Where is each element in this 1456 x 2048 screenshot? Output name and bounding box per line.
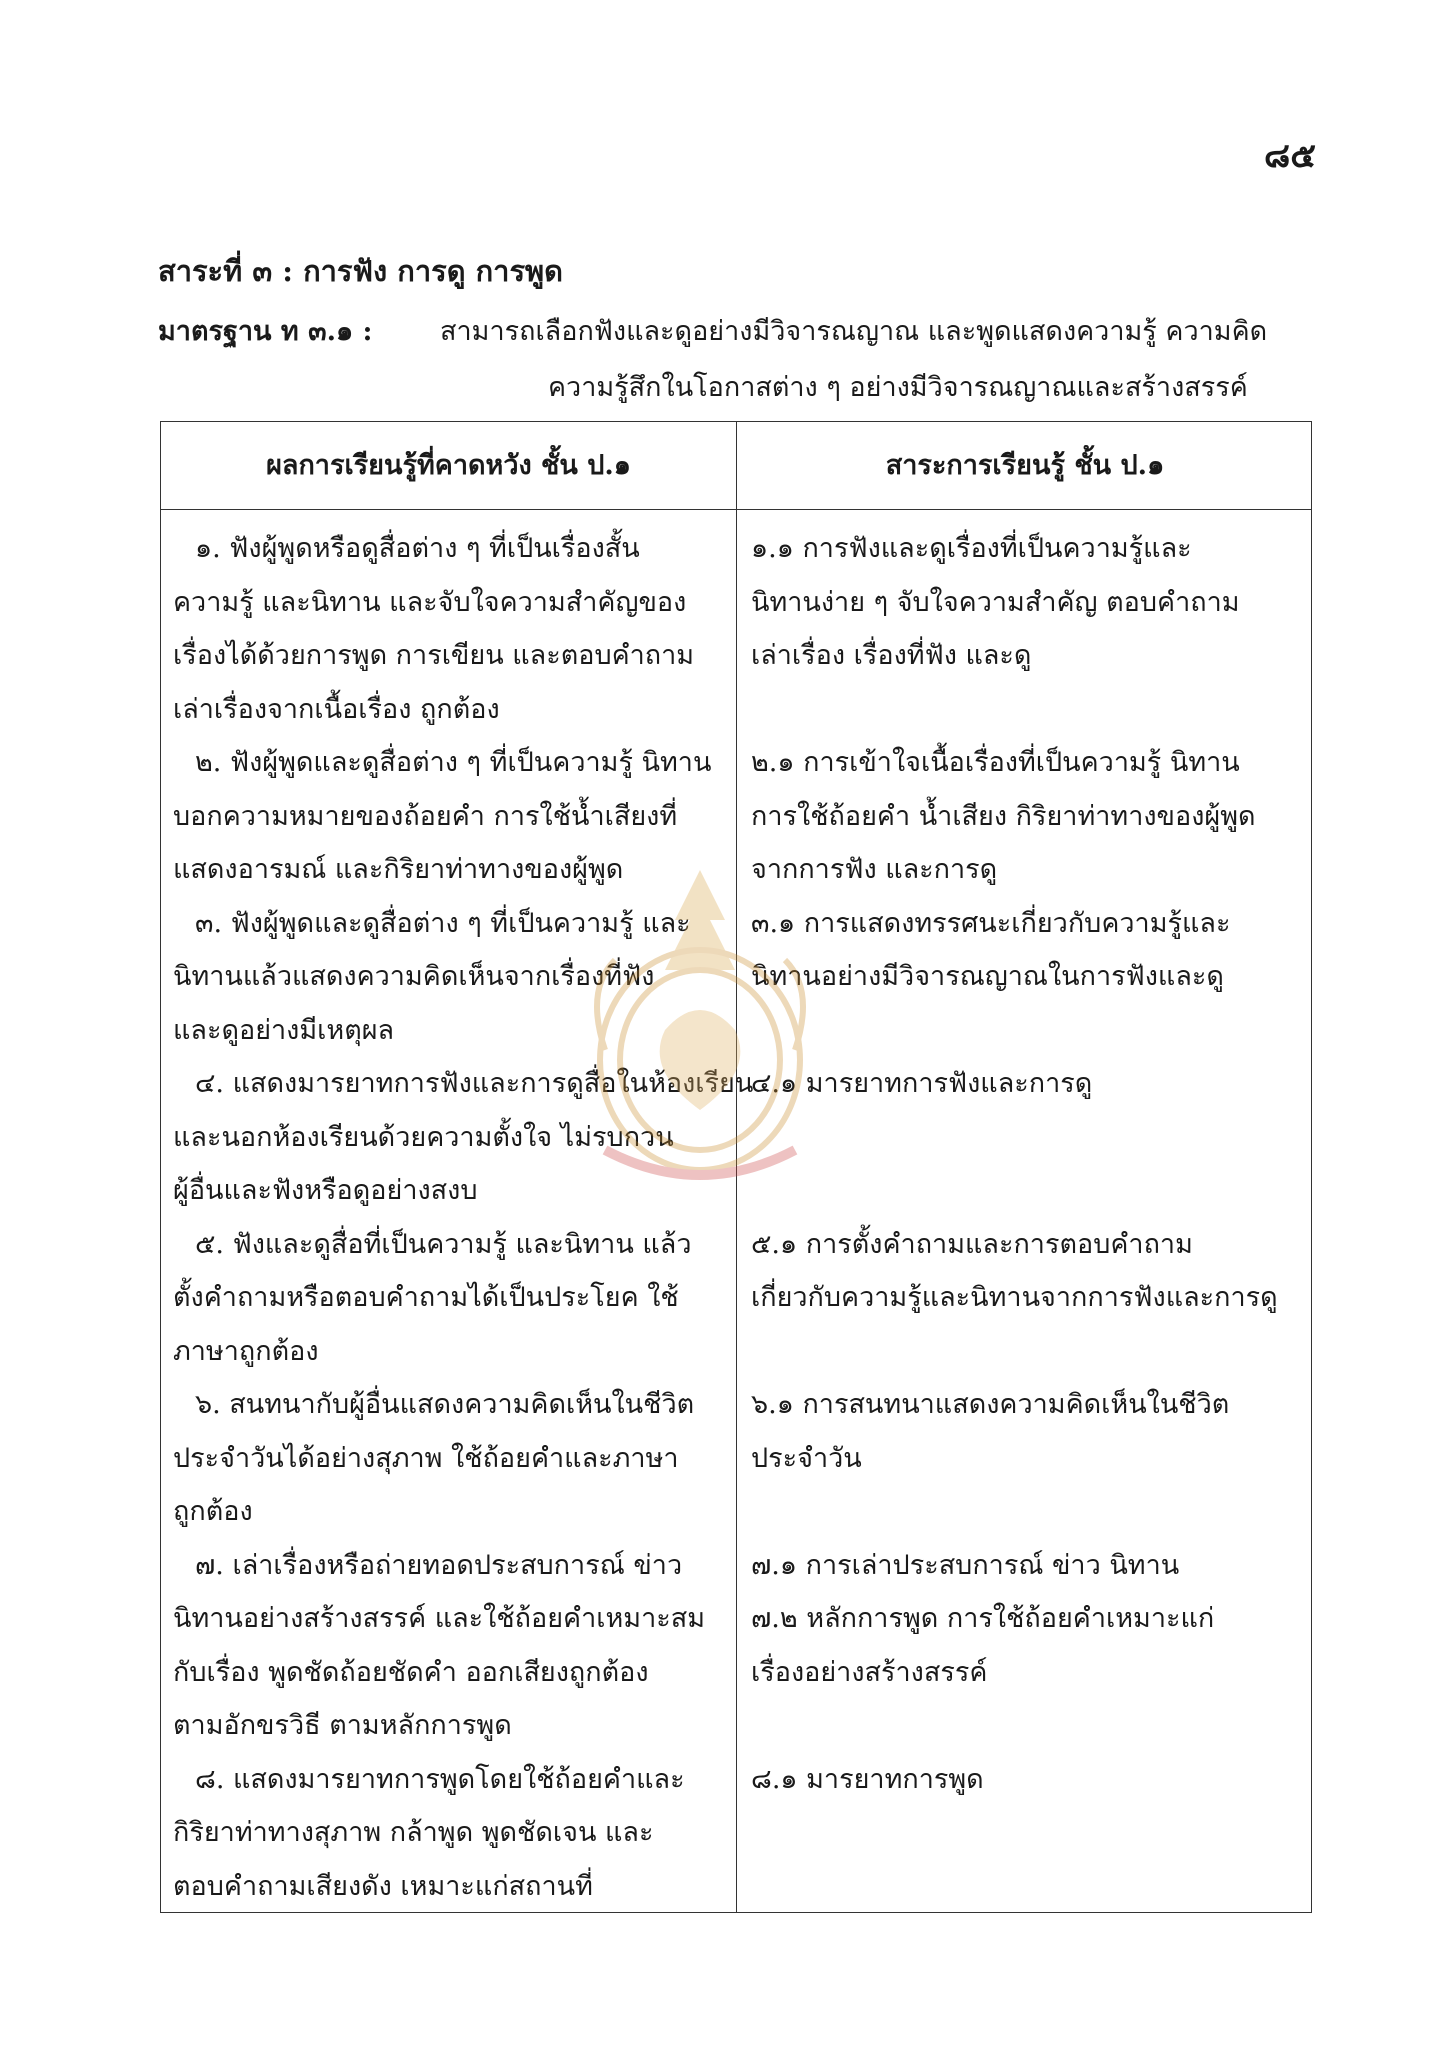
content-item xyxy=(751,897,1299,1004)
outcome-line: เรื่องได้ด้วยการพูด การเขียน และตอบคำถาม xyxy=(173,640,695,671)
content-item xyxy=(751,1218,1299,1325)
outcome-line: นิทานแล้วแสดงความคิดเห็นจากเรื่องที่ฟัง xyxy=(173,961,655,992)
content-item xyxy=(751,1539,1299,1700)
outcome-line: บอกความหมายของถ้อยคำ การใช้น้ำเสียงที่ xyxy=(173,800,678,832)
header-expected-outcomes: ผลการเรียนรู้ที่คาดหวัง ชั้น ป.๑ xyxy=(266,450,631,481)
standard-text-line: สามารถเลือกฟังและดูอย่างมีวิจารณญาณ และพูดแสดงความรู้ ความคิด xyxy=(440,316,1268,347)
content-line: ๑.๑ การฟังและดูเรื่องที่เป็นความรู้และ xyxy=(751,533,1192,564)
outcome-line: ๖. สนทนากับผู้อื่นแสดงความคิดเห็นในชีวิต xyxy=(195,1389,695,1420)
content-line: เล่าเรื่อง เรื่องที่ฟัง และดู xyxy=(751,640,1032,671)
outcome-line: ๗. เล่าเรื่องหรือถ่ายทอดประสบการณ์ ข่าว xyxy=(195,1549,683,1581)
outcome-line: และดูอย่างมีเหตุผล xyxy=(173,1014,395,1046)
content-item xyxy=(751,1753,1299,1807)
content-line: ๗.๒ หลักการพูด การใช้ถ้อยคำเหมาะแก่ xyxy=(751,1603,1215,1634)
content-line: ประจำวัน xyxy=(751,1442,862,1474)
outcome-line: ๑. ฟังผู้พูดหรือดูสื่อต่าง ๆ ที่เป็นเรื่องสั้น xyxy=(195,533,640,564)
content-line: ๓.๑ การแสดงทรรศนะเกี่ยวกับความรู้และ xyxy=(751,907,1231,939)
content-item xyxy=(751,1378,1299,1485)
outcome-item xyxy=(173,1753,725,1914)
outcome-line: นิทานอย่างสร้างสรรค์ และใช้ถ้อยคำเหมาะสม xyxy=(173,1603,706,1634)
learning-table xyxy=(160,421,1312,1913)
outcome-line: เล่าเรื่องจากเนื้อเรื่อง ถูกต้อง xyxy=(173,693,500,725)
page-number: ๘๕ xyxy=(1264,136,1316,176)
outcome-line: ๓. ฟังผู้พูดและดูสื่อต่าง ๆ ที่เป็นความรู้ และ xyxy=(195,907,691,939)
outcome-line: ๘. แสดงมารยาทการพูดโดยใช้ถ้อยคำและ xyxy=(195,1763,685,1795)
header-learning-content: สาระการเรียนรู้ ชั้น ป.๑ xyxy=(885,450,1165,481)
outcome-line: ภาษาถูกต้อง xyxy=(173,1335,319,1367)
outcome-line: กับเรื่อง พูดชัดถ้อยชัดคำ ออกเสียงถูกต้อง xyxy=(173,1656,649,1688)
header-divider xyxy=(161,509,1311,510)
outcome-line: ๒. ฟังผู้พูดและดูสื่อต่าง ๆ ที่เป็นความรู้ นิทาน xyxy=(195,747,712,778)
column-divider xyxy=(736,422,737,1912)
content-line: เรื่องอย่างสร้างสรรค์ xyxy=(751,1656,988,1688)
content-item xyxy=(751,736,1299,897)
content-line: ๕.๑ การตั้งคำถามและการตอบคำถาม xyxy=(751,1228,1193,1260)
outcome-item xyxy=(173,736,725,897)
content-line: ๖.๑ การสนทนาแสดงความคิดเห็นในชีวิต xyxy=(751,1389,1230,1420)
outcome-line: ประจำวันได้อย่างสุภาพ ใช้ถ้อยคำและภาษา xyxy=(173,1442,679,1474)
content-line: นิทานอย่างมีวิจารณญาณในการฟังและดู xyxy=(751,961,1224,992)
content-line: ๗.๑ การเล่าประสบการณ์ ข่าว นิทาน xyxy=(751,1549,1180,1581)
outcome-item xyxy=(173,1218,725,1379)
outcome-line: ๔. แสดงมารยาทการฟังและการดูสื่อในห้องเรียน xyxy=(195,1068,754,1099)
outcome-line: แสดงอารมณ์ และกิริยาท่าทางของผู้พูด xyxy=(173,854,624,885)
content-item xyxy=(751,522,1299,683)
outcome-line: ๕. ฟังและดูสื่อที่เป็นความรู้ และนิทาน แล้ว xyxy=(195,1228,692,1260)
outcome-line: ความรู้ และนิทาน และจับใจความสำคัญของ xyxy=(173,586,687,618)
outcome-line: ถูกต้อง xyxy=(173,1496,253,1527)
outcome-item xyxy=(173,1539,725,1753)
content-line: ๘.๑ มารยาทการพูด xyxy=(751,1763,984,1795)
strand-heading: สาระที่ ๓ : การฟัง การดู การพูด xyxy=(158,254,563,288)
outcome-line: ตอบคำถามเสียงดัง เหมาะแก่สถานที่ xyxy=(173,1870,593,1902)
content-line: ๔.๑ มารยาทการฟังและการดู xyxy=(751,1068,1093,1099)
content-line: การใช้ถ้อยคำ น้ำเสียง กิริยาท่าทางของผู้พูด xyxy=(751,800,1256,832)
outcome-line: ตามอักขรวิธี ตามหลักการพูด xyxy=(173,1710,512,1741)
outcome-line: และนอกห้องเรียนด้วยความตั้งใจ ไม่รบกวน xyxy=(173,1121,674,1153)
content-line: จากการฟัง และการดู xyxy=(751,854,998,885)
standard-text-line: ความรู้สึกในโอกาสต่าง ๆ อย่างมีวิจารณญาณและสร้างสรรค์ xyxy=(548,372,1248,403)
content-line: ๒.๑ การเข้าใจเนื้อเรื่องที่เป็นความรู้ นิทาน xyxy=(751,747,1240,778)
standard-label: มาตรฐาน ท ๓.๑ : xyxy=(158,316,373,347)
outcome-line: ผู้อื่นและฟังหรือดูอย่างสงบ xyxy=(173,1175,478,1206)
content-item xyxy=(751,1057,1299,1111)
outcome-line: กิริยาท่าทางสุภาพ กล้าพูด พูดชัดเจน และ xyxy=(173,1817,654,1848)
outcome-line: ตั้งคำถามหรือตอบคำถามได้เป็นประโยค ใช้ xyxy=(173,1282,679,1313)
outcome-item xyxy=(173,1378,725,1539)
standard-text xyxy=(440,304,1314,416)
outcome-item xyxy=(173,522,725,736)
standard-block xyxy=(158,304,1318,416)
outcome-item xyxy=(173,1057,754,1218)
content-line: เกี่ยวกับความรู้และนิทานจากการฟังและการดู xyxy=(751,1282,1278,1313)
outcome-item xyxy=(173,897,725,1058)
content-line: นิทานง่าย ๆ จับใจความสำคัญ ตอบคำถาม xyxy=(751,586,1240,618)
